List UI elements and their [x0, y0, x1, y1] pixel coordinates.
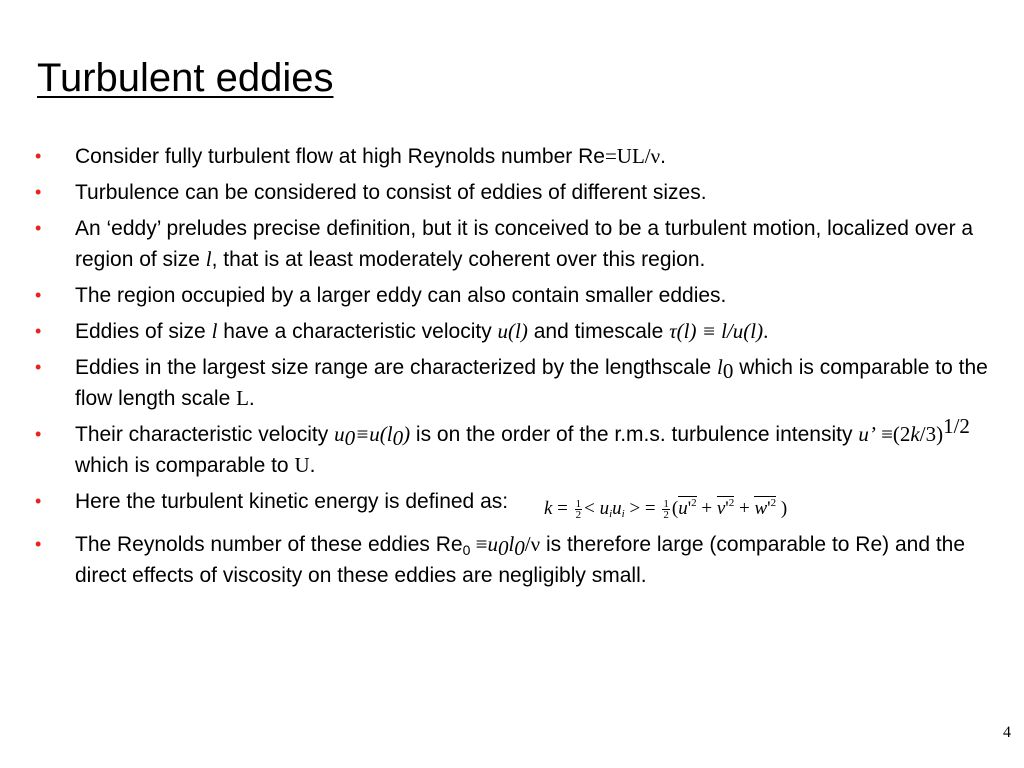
- reynolds-formula: =UL/ν: [604, 144, 661, 168]
- math-symbol: l: [211, 319, 218, 343]
- eq-var-u: u: [678, 498, 688, 519]
- math-symbol: U: [294, 453, 310, 477]
- bullet-list: [35, 141, 1000, 596]
- eq-plus: +: [734, 498, 755, 519]
- bullet-text: .: [763, 319, 769, 343]
- bullet-icon: •: [35, 321, 42, 341]
- eq-index: i: [609, 508, 613, 520]
- eq-angle-close: > =: [624, 498, 661, 519]
- eq-fraction-den: 2: [575, 509, 582, 522]
- eq-overline-term: [678, 496, 696, 519]
- bullet-text: .: [309, 454, 316, 477]
- bullet-text: The region occupied by a larger eddy can also contain smaller eddies.: [75, 284, 727, 307]
- math-symbol: /3): [919, 422, 944, 446]
- bullet-text: and timescale: [527, 320, 670, 343]
- eq-paren-open: (: [671, 498, 679, 519]
- math-symbol: l: [508, 532, 515, 556]
- slide-title: Turbulent eddies: [37, 56, 334, 100]
- math-subscript: 0: [344, 426, 356, 450]
- eq-u: u: [612, 498, 622, 519]
- math-symbol: ≡u(l: [355, 422, 393, 446]
- math-subscript: 0: [497, 536, 509, 560]
- page-number: 4: [1003, 724, 1011, 741]
- bullet-item: [35, 280, 1000, 311]
- eq-fraction-den: 2: [663, 509, 669, 522]
- eq-u: u: [599, 498, 610, 519]
- math-subscript: 0: [514, 536, 525, 560]
- eq-k: k: [543, 498, 553, 519]
- eq-plus: +: [696, 498, 717, 519]
- math-symbol: l: [205, 247, 212, 271]
- eq-half-fraction: [662, 499, 670, 520]
- bullet-text: An ‘eddy’ preludes precise definition, but it is conceived to be a turbulent motion, localized over a region of size: [75, 217, 974, 271]
- eq-prime: ': [725, 498, 729, 519]
- eq-var-v: v: [716, 498, 726, 519]
- eq-exponent: 2: [770, 497, 777, 509]
- bullet-text: Here the turbulent kinetic energy is defined as:: [75, 490, 509, 513]
- bullet-text: which is comparable to: [75, 454, 295, 477]
- bullet-text: which is comparable to the flow length scale: [75, 356, 988, 410]
- bullet-text: Their characteristic velocity: [75, 423, 335, 446]
- math-symbol: ≡: [470, 532, 488, 556]
- math-subscript: 0: [392, 426, 404, 450]
- math-subscript: 0: [722, 359, 734, 383]
- bullet-icon: •: [35, 357, 42, 377]
- bullet-item: [35, 414, 1000, 481]
- bullet-item: [35, 316, 1000, 347]
- bullet-item: [35, 529, 1000, 591]
- bullet-text: The Reynolds number of these eddies Re: [75, 533, 463, 556]
- eq-half-fraction: [575, 499, 583, 520]
- math-symbol: ): [403, 422, 411, 446]
- bullet-icon: •: [35, 534, 42, 554]
- bullet-icon: •: [35, 146, 42, 166]
- eq-angle-open: <: [584, 498, 600, 519]
- bullet-text: Eddies of size: [75, 320, 212, 343]
- bullet-item: [35, 486, 1000, 524]
- math-symbol: /ν: [524, 532, 541, 556]
- eq-fraction-num: 1: [663, 498, 669, 511]
- bullet-icon: •: [35, 285, 42, 305]
- eq-overline-term: [717, 496, 734, 519]
- tke-equation: [544, 493, 787, 524]
- math-symbol: u’: [858, 422, 876, 446]
- math-symbol: L: [236, 386, 249, 410]
- math-symbol: ≡(2: [875, 422, 911, 446]
- bullet-text: Consider fully turbulent flow at high Reynolds number Re: [75, 145, 605, 168]
- bullet-icon: •: [35, 182, 42, 202]
- eq-equals: =: [552, 498, 573, 519]
- eq-exponent: 2: [691, 497, 697, 509]
- bullet-text: .: [248, 387, 255, 410]
- math-superscript: 1/2: [943, 414, 970, 438]
- bullet-text: is on the order of the r.m.s. turbulence intensity: [410, 423, 859, 446]
- bullet-item: [35, 177, 1000, 208]
- bullet-icon: •: [35, 218, 42, 238]
- math-subscript: 0: [462, 542, 471, 558]
- math-symbol: k: [910, 422, 920, 446]
- bullet-text: is therefore large (comparable to Re) and the direct effects of viscosity on these eddies are negligibly small.: [75, 533, 966, 587]
- eq-prime: ': [687, 498, 692, 519]
- eq-overline-term: [754, 496, 776, 519]
- bullet-text: have a characteristic velocity: [217, 320, 498, 343]
- eq-index: i: [621, 508, 625, 520]
- math-symbol: u: [334, 422, 345, 446]
- eq-exponent: 2: [728, 497, 735, 509]
- eq-var-w: w: [754, 498, 768, 519]
- math-symbol: l: [717, 355, 723, 379]
- bullet-text: .: [660, 145, 666, 168]
- bullet-item: [35, 352, 1000, 414]
- bullet-item: [35, 141, 1000, 172]
- bullet-text: Turbulence can be considered to consist of eddies of different sizes.: [75, 181, 707, 204]
- math-symbol: u: [487, 532, 498, 556]
- timescale-formula: τ(l) ≡ l/u(l): [669, 319, 764, 343]
- eq-prime: ': [767, 498, 771, 519]
- bullet-icon: •: [35, 491, 42, 511]
- eq-paren-close: ): [776, 498, 788, 519]
- eq-fraction-num: 1: [575, 498, 582, 511]
- bullet-icon: •: [35, 424, 42, 444]
- bullet-item: [35, 213, 1000, 275]
- bullet-text: Eddies in the largest size range are characterized by the lengthscale: [75, 356, 718, 379]
- math-symbol: u(l): [497, 319, 528, 343]
- bullet-text: , that is at least moderately coherent over this region.: [211, 248, 706, 271]
